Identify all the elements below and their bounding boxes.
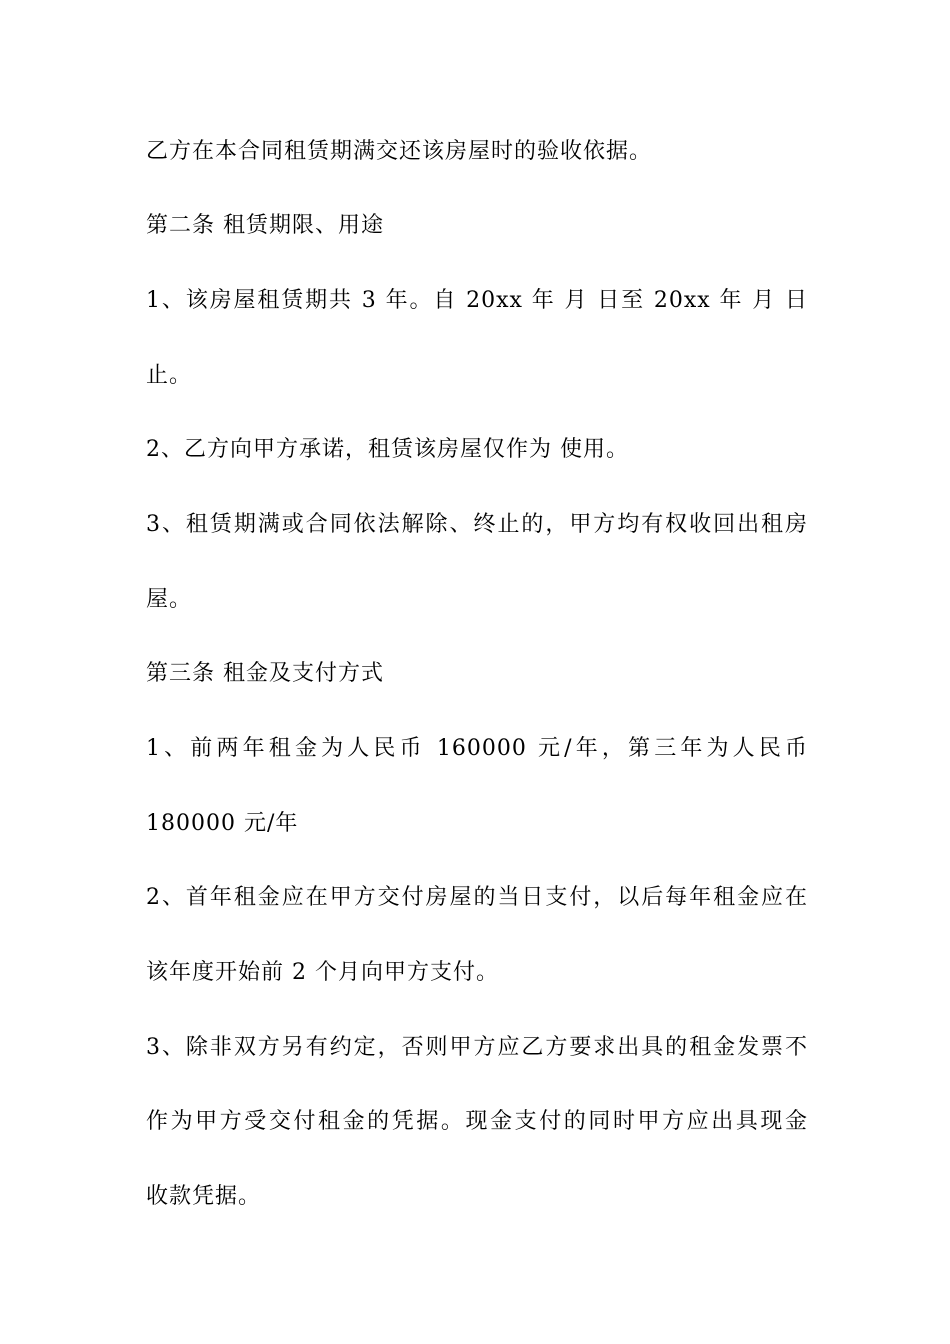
paragraph-line: 屋。	[146, 587, 193, 612]
paragraph-line: 作为甲方受交付租金的凭据。现金支付的同时甲方应出具现金	[146, 1109, 808, 1134]
paragraph-line: 收款凭据。	[146, 1184, 262, 1209]
paragraph-line: 乙方在本合同租赁期满交还该房屋时的验收依据。	[146, 139, 653, 164]
paragraph-line: 止。	[146, 363, 193, 388]
paragraph-line: 2、首年租金应在甲方交付房屋的当日支付，以后每年租金应在	[146, 885, 808, 910]
section-heading-3: 第三条 租金及支付方式	[146, 661, 384, 686]
paragraph-line: 1、前两年租金为人民币 160000 元/年，第三年为人民币	[146, 736, 808, 761]
paragraph-line: 该年度开始前 2 个月向甲方支付。	[146, 960, 499, 985]
paragraph-line: 1、该房屋租赁期共 3 年。自 20xx 年 月 日至 20xx 年 月 日	[146, 288, 808, 313]
section-heading-2: 第二条 租赁期限、用途	[146, 213, 384, 238]
paragraph-line: 2、乙方向甲方承诺，租赁该房屋仅作为 使用。	[146, 437, 629, 462]
paragraph-line: 3、租赁期满或合同依法解除、终止的，甲方均有权收回出租房	[146, 512, 808, 537]
paragraph-line: 3、除非双方另有约定，否则甲方应乙方要求出具的租金发票不	[146, 1035, 808, 1060]
paragraph-line: 180000 元/年	[146, 811, 299, 836]
